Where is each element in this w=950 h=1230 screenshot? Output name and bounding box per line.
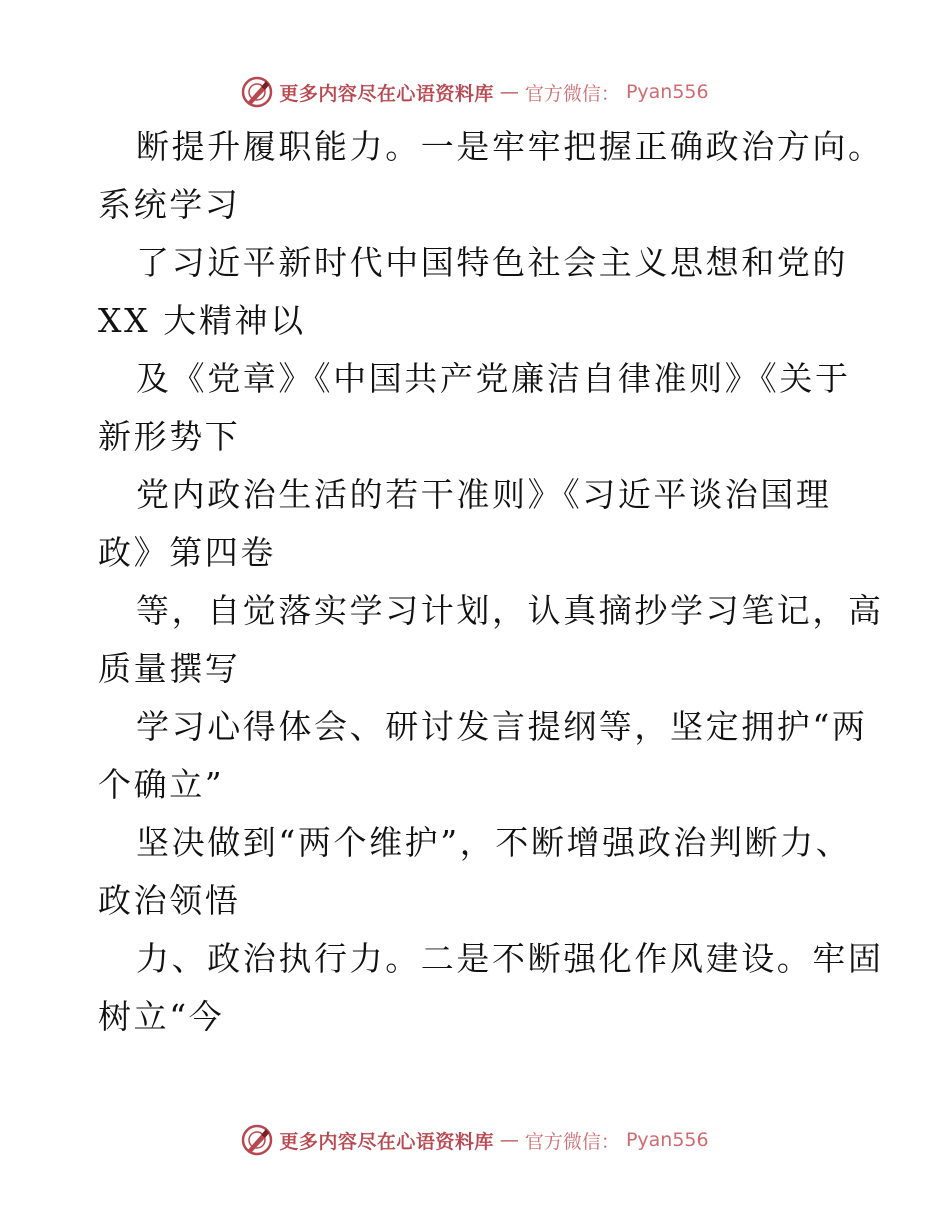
page-header-banner bbox=[0, 72, 950, 112]
body-line: 等，自觉落实学习计划，认真摘抄学习笔记，高 bbox=[136, 591, 884, 630]
pen-logo-icon bbox=[241, 76, 273, 108]
body-line: 政治领悟 bbox=[98, 881, 241, 920]
banner-dash: — bbox=[499, 1129, 519, 1151]
banner-contact-id: Pyan556 bbox=[625, 1129, 709, 1151]
banner-contact-label: 官方微信： bbox=[524, 1130, 620, 1153]
body-line: 了习近平新时代中国特色社会主义思想和党的 bbox=[136, 243, 848, 282]
body-line: 党内政治生活的若干准则》《习近平谈治国理 bbox=[136, 475, 832, 514]
banner-contact-label: 官方微信： bbox=[524, 82, 620, 105]
body-line: 力、政治执行力。二是不断强化作风建设。牢固 bbox=[136, 939, 884, 978]
body-line: 树立“今 bbox=[98, 997, 225, 1036]
body-line: 质量撰写 bbox=[98, 649, 241, 688]
body-line: XX 大精神以 bbox=[98, 301, 306, 340]
body-line: 学习心得体会、研讨发言提纲等，坚定拥护“两 bbox=[136, 707, 868, 746]
page-footer-banner bbox=[0, 1120, 950, 1160]
pen-logo-icon bbox=[241, 1124, 273, 1156]
body-line: 及《党章》《中国共产党廉洁自律准则》《关于 bbox=[136, 359, 851, 398]
banner-contact-id: Pyan556 bbox=[625, 81, 709, 103]
document-body bbox=[98, 118, 884, 1046]
body-line: 坚决做到“两个维护”，不断增强政治判断力、 bbox=[136, 823, 852, 862]
body-line: 政》第四卷 bbox=[98, 533, 276, 572]
body-line: 断提升履职能力。一是牢牢把握正确政治方向。 bbox=[136, 127, 884, 166]
body-line: 新形势下 bbox=[98, 417, 241, 456]
banner-dash: — bbox=[499, 81, 519, 103]
body-line: 系统学习 bbox=[98, 185, 241, 224]
banner-site-text: 更多内容尽在心语资料库 bbox=[279, 82, 494, 105]
banner-site-text: 更多内容尽在心语资料库 bbox=[279, 1130, 494, 1153]
body-line: 个确立” bbox=[98, 765, 225, 804]
